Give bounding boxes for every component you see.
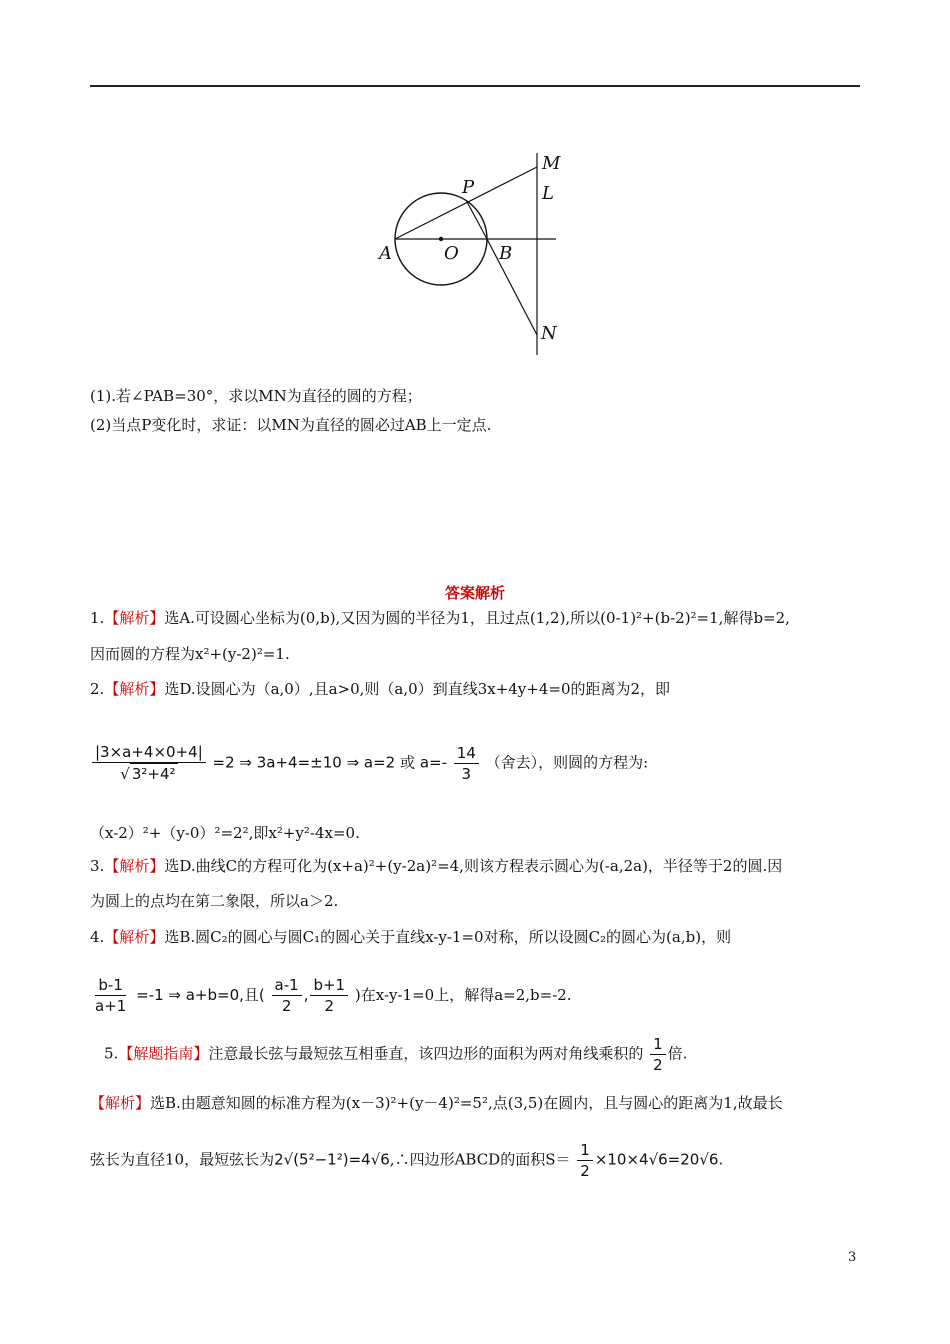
answer-1-tag: 【解析】	[104, 609, 165, 627]
equation-tail: （舍去），则圆的方程为:	[485, 753, 649, 772]
answer-5-text: 选B.由题意知圆的标准方程为(x－3)²+(y－4)²=5²,点(3,5)在圆内，且与圆心的距离为1,故最长	[150, 1094, 783, 1112]
answer-2-tag: 【解析】	[104, 680, 165, 698]
equation-or: 或	[400, 753, 416, 772]
answer-5-guide-text: 注意最长弦与最短弦互相垂直，该四边形的面积为两对角线乘积的	[208, 1044, 644, 1063]
area-formula: ×10×4√6=20√6.	[594, 1150, 724, 1169]
label-p: P	[462, 177, 475, 198]
answer-5-guide	[104, 1034, 687, 1075]
label-n: N	[541, 323, 557, 344]
fraction-14-3: $\frac{14}{3}$	[454, 743, 479, 784]
answer-2-equation	[90, 742, 648, 784]
equation-middle: =2 ⇒ 3a+4=±10 ⇒ a=2	[212, 753, 396, 772]
answer-4-num: 4.	[90, 928, 105, 946]
answer-3-line-1	[90, 855, 782, 876]
label-o: O	[444, 243, 459, 264]
answer-4-line-1	[90, 926, 731, 947]
area-half-fraction: $\frac{1}{2}$	[577, 1140, 593, 1181]
label-m: M	[542, 153, 561, 174]
midpoint-comma: ,	[303, 986, 309, 1004]
answer-5-guide-tag: 【解题指南】	[118, 1044, 209, 1063]
label-a: A	[379, 243, 392, 264]
answer-5-line-2c: ,∴四边形ABCD的面积S＝	[389, 1150, 571, 1169]
half-fraction: $\frac{1}{2}$	[650, 1034, 666, 1075]
midpoint-x-fraction: $\frac{a-1}{2}$	[272, 975, 302, 1016]
question-2: (2)当点P变化时，求证：以MN为直径的圆必过AB上一定点.	[90, 416, 492, 434]
answers-title: 答案解析	[444, 584, 505, 602]
answer-2-line-1	[90, 678, 670, 699]
slope-fraction: $\frac{b-1}{a+1}$	[95, 976, 127, 1015]
answer-5-line-1	[90, 1092, 783, 1113]
answer-3-tag: 【解析】	[104, 857, 165, 875]
midpoint-y-fraction: $\frac{b+1}{2}$	[310, 975, 348, 1016]
geometry-figure	[370, 145, 590, 360]
answer-3-num: 3.	[90, 857, 105, 875]
answer-4-equation	[90, 975, 572, 1016]
distance-fraction	[92, 742, 206, 784]
label-l: L	[542, 183, 554, 204]
page-number: 3	[848, 1250, 857, 1265]
answer-4-tag: 【解析】	[104, 928, 165, 946]
answer-5-tag: 【解析】	[90, 1094, 151, 1112]
answer-5-line-2	[90, 1140, 723, 1181]
slope-middle: =-1 ⇒ a+b=0,且(	[136, 986, 265, 1004]
chord-length-formula: 2√(5²−1²)=4√6	[274, 1150, 390, 1169]
center-dot	[439, 237, 443, 241]
answer-4-tail: )在x-y-1=0上，解得a=2,b=-2.	[354, 986, 572, 1004]
header-rule	[90, 85, 860, 87]
answer-1-line-2: 因而圆的方程为x²+(y-2)²=1.	[90, 645, 290, 663]
line-pb	[466, 200, 487, 239]
answer-2-num: 2.	[90, 680, 105, 698]
answer-5-num: 5.	[104, 1044, 119, 1063]
question-1: (1).若∠PAB=30°，求以MN为直径的圆的方程；	[90, 387, 422, 405]
answer-4-text: 选B.圆C₂的圆心与圆C₁的圆心关于直线x-y-1=0对称，所以设圆C₂的圆心为(a,b)，则	[164, 928, 732, 946]
equation-a: a=-	[419, 753, 447, 772]
answer-1-text: 选A.可设圆心坐标为(0,b),又因为圆的半径为1，且过点(1,2),所以(0-1)²+(b-2)²=1,解得b=2,	[164, 609, 790, 627]
distance-denominator: √ 3²+4²	[120, 765, 176, 783]
answer-3-line-2: 为圆上的点均在第二象限，所以a＞2.	[90, 892, 339, 910]
answer-5-guide-tail: 倍.	[667, 1044, 688, 1063]
answer-5-line-2a: 弦长为直径10，最短弦长为	[90, 1150, 275, 1169]
distance-numerator: |3×a+4×0+4|	[92, 742, 206, 763]
answer-2-line-3: （x-2）²+（y-0）²=2²,即x²+y²-4x=0.	[90, 824, 360, 842]
answer-2-text: 选D.设圆心为（a,0）,且a>0,则（a,0）到直线3x+4y+4=0的距离为2，即	[164, 680, 671, 698]
answer-3-text: 选D.曲线C的方程可化为(x+a)²+(y-2a)²=4,则该方程表示圆心为(-a,2a)，半径等于2的圆.因	[164, 857, 783, 875]
answer-1-line-1	[90, 607, 790, 628]
answer-1-num: 1.	[90, 609, 105, 627]
label-b: B	[499, 243, 513, 264]
